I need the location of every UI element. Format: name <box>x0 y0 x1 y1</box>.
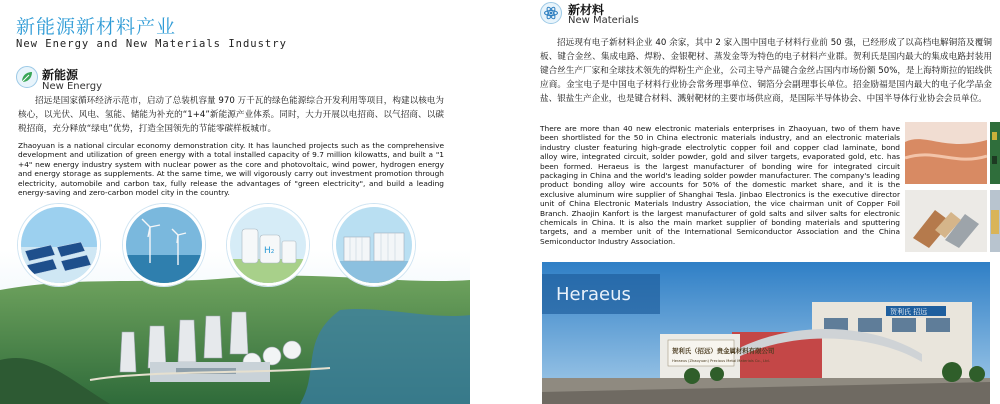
en-paragraph: Zhaoyuan is a national circular economy demonstration city. It has launched projects such as the comprehensive development and utilization of green energy with a total installed capacity of 9.7 million kilowatts, and built a "1 +4" new energy industry system with nuclear power as the core and photovoltaic, wind power, hydrogen energy and energy storage as supplements. At the same time, we will vigorously carry out investment promotion through electricity, automobile and carbon tax, fully release the advantages of "green electricity", and build a leading energy-saving and zero-carbon model city in the country. <box>18 141 444 198</box>
svg-text:贺利氏 招远: 贺利氏 招远 <box>890 308 928 316</box>
section-subtitle: New Materials <box>568 15 639 26</box>
leaf-icon <box>16 66 38 88</box>
hydrogen-image <box>227 204 309 286</box>
wind-turbines-image <box>123 204 205 286</box>
left-page <box>0 0 470 404</box>
sputtering-targets-image <box>905 190 987 252</box>
page-subtitle: New Energy and New Materials Industry <box>16 38 287 50</box>
heraeus-factory-photo <box>542 262 990 404</box>
zh-paragraph: 招远现有电子新材料企业 40 余家，其中 2 家入围中国电子材料行业前 50 强，已经形成了以高档电解铜箔及覆铜板、键合金丝、集成电路、焊粉、金银靶材、蒸发金等为特色的电子材料产业群。贺利氏是国内最大的集成电路封装用键合丝生产厂家和全球技术领先的焊粉生产企业，公司主导产品键合金丝占国内市场份额 50%，是上海特斯拉的铝线供应商。金宝电子是中国电子材料行业协会常务理事单位、铜箔分会副理事长单位。招金励福是国内最大的电子化学品金盐、银盐生产企业，也是键合材料、溅射靶材的主要市场供应商，是国际半导体协会、中国半导体行业协会会员单位。 <box>540 38 992 104</box>
zh-paragraph: 招远是国家循环经济示范市，启动了总装机容量 970 万千瓦的绿色能源综合开发利用等项目，构建以核电为核心，以光伏、风电、氢能、储能为补充的“1+4”新能源产业体系。同时，大力开展以电招商、以气招商、以碳税招商，充分释放“绿电”优势，打造全国领先的节能零碳样板城市。 <box>18 96 444 134</box>
energy-storage-image <box>333 204 415 286</box>
circuit-board-image <box>990 122 1000 184</box>
right-page <box>530 0 1000 404</box>
section-title: 新材料 <box>568 3 605 17</box>
wire-spools-image <box>990 190 1000 252</box>
en-paragraph: There are more than 40 new electronic materials enterprises in Zhaoyuan, two of them have been shortlisted for the 50 in China electronic materials industry, and an electronic materials industry cluster featuring high-grade electrolytic copper foil and copper clad laminate, bond alloy wire, integrated circuit, solder powder, gold and silver targets, evaporated gold, etc. has been formed. Heraeus is the largest manufacturer of bonding wire for integrated circuit packaging in China and the world's leading solder powder manufacturer. The company's leading product bonding alloy wire accounts for 50% of the domestic market share, and it is the exclusive aluminum wire supplier of Shanghai Tesla. Jinbao Electronics is the executive director unit of China Electronic Materials Industry Association, the vice chairman unit of Copper Foil Branch. Zhaojin Kanfort is the largest manufacturer of gold salts and silver salts for electronic chemicals in China. It is also the main market supplier of bonding materials and sputtering targets, and a member unit of the International Semiconductor Association and the China Semiconductor Industry Association. <box>540 124 900 246</box>
solar-panels-image <box>18 204 100 286</box>
page-title: 新能源新材料产业 <box>16 16 177 38</box>
heraeus-sign: Heraeus <box>556 284 631 305</box>
section-subtitle: New Energy <box>42 81 102 92</box>
copper-foil-image <box>905 122 987 184</box>
h2-label: H₂ <box>264 246 275 256</box>
gate-sign-en: Heraeus (Zhaoyuan) Precious Metal Materials Co., Ltd. <box>672 359 770 363</box>
atom-icon <box>540 2 562 24</box>
section-title: 新能源 <box>42 68 79 82</box>
gate-sign-zh: 贺利氏（招远）贵金属材料有限公司 <box>672 347 775 355</box>
page-gutter <box>470 0 530 404</box>
